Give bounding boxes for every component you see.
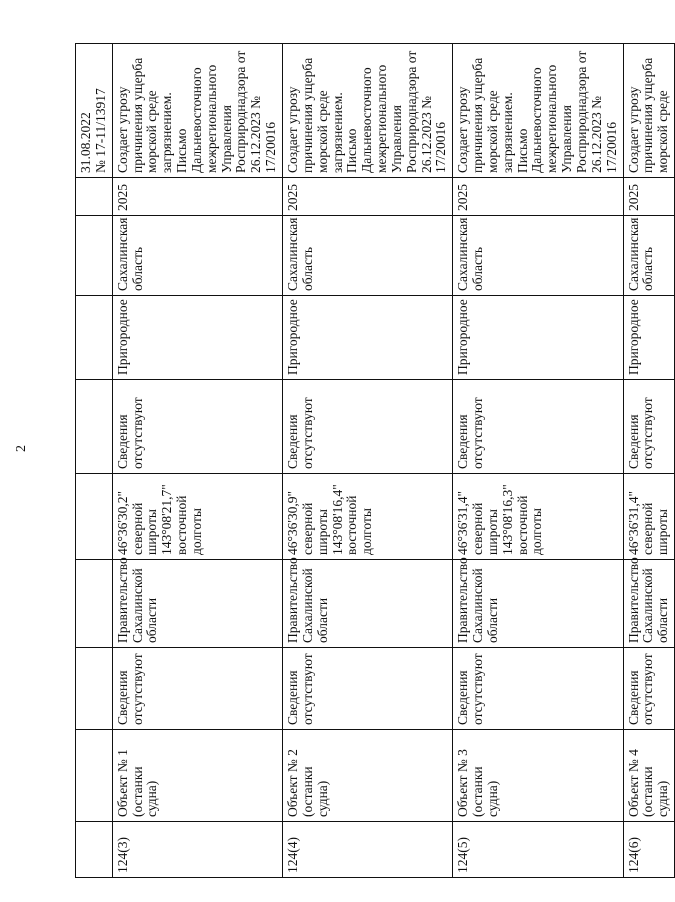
note-cell: Создает угрозу причинения ущерба морской среде загрязнением. Письмо Дальневосточного межрегионального Управления Росприроднадзора от 26.12.2023 № 17/20016 (453, 44, 623, 178)
header-cell (76, 178, 113, 216)
extra-info-cell: Сведения отсутствуют (453, 380, 623, 474)
objects-table (75, 43, 675, 878)
header-cell (76, 296, 113, 380)
table-row (623, 44, 675, 878)
rotated-table-container (75, 44, 671, 878)
page-number: 2 (14, 445, 29, 452)
owner-cell: Правительство Сахалинской области (623, 560, 675, 648)
header-cell (76, 474, 113, 560)
region-cell: Сахалинская область (282, 216, 452, 296)
row-number-cell: 124(5) (453, 822, 623, 878)
place-cell: Пригородное (623, 296, 675, 380)
coordinates-cell: 46°36'31,4" северной широты (623, 474, 675, 560)
object-name-cell: Объект № 2 (останки судна) (282, 730, 452, 822)
header-cell (76, 648, 113, 730)
table-row (282, 44, 452, 878)
note-cell: Создает угрозу причинения ущерба морской среде загрязнением. Письмо Дальневосточного межрегионального Управления Росприроднадзора от 26.12.2023 № 17/20016 (282, 44, 452, 178)
header-cell (76, 730, 113, 822)
row-number-cell: 124(4) (282, 822, 452, 878)
header-cell (76, 216, 113, 296)
row-number-cell: 124(3) (112, 822, 282, 878)
extra-info-cell: Сведения отсутствуют (112, 380, 282, 474)
coordinates-cell: 46°36'30,2" северной широты 143°08'21,7" восточной долготы (112, 474, 282, 560)
table-header-row (76, 44, 113, 878)
header-cell (76, 380, 113, 474)
info-cell: Сведения отсутствуют (453, 648, 623, 730)
object-name-cell: Объект № 3 (останки судна) (453, 730, 623, 822)
owner-cell: Правительство Сахалинской области (282, 560, 452, 648)
note-cell: Создает угрозу причинения ущерба морской среде загрязнением. Письмо Дальневосточного межрегионального Управления Росприроднадзора от 26.12.2023 № 17/20016 (112, 44, 282, 178)
note-cell: Создает угрозу причинения ущерба морской среде (623, 44, 675, 178)
year-cell: 2025 (623, 178, 675, 216)
owner-cell: Правительство Сахалинской области (112, 560, 282, 648)
place-cell: Пригородное (282, 296, 452, 380)
letter-reference-cell: 31.08.2022 № 17-11/13917 (76, 44, 113, 178)
table-row (112, 44, 282, 878)
object-name-cell: Объект № 1 (останки судна) (112, 730, 282, 822)
region-cell: Сахалинская область (453, 216, 623, 296)
extra-info-cell: Сведения отсутствуют (282, 380, 452, 474)
year-cell: 2025 (112, 178, 282, 216)
info-cell: Сведения отсутствуют (112, 648, 282, 730)
place-cell: Пригородное (453, 296, 623, 380)
region-cell: Сахалинская область (623, 216, 675, 296)
coordinates-cell: 46°36'31,4" северной широты 143°08'16,3" восточной долготы (453, 474, 623, 560)
header-cell (76, 822, 113, 878)
owner-cell: Правительство Сахалинской области (453, 560, 623, 648)
year-cell: 2025 (282, 178, 452, 216)
row-number-cell: 124(6) (623, 822, 675, 878)
object-name-cell: Объект № 4 (останки судна) (623, 730, 675, 822)
place-cell: Пригородное (112, 296, 282, 380)
region-cell: Сахалинская область (112, 216, 282, 296)
info-cell: Сведения отсутствуют (282, 648, 452, 730)
table-row (453, 44, 623, 878)
extra-info-cell: Сведения отсутствуют (623, 380, 675, 474)
year-cell: 2025 (453, 178, 623, 216)
info-cell: Сведения отсутствуют (623, 648, 675, 730)
coordinates-cell: 46°36'30,9" северной широты 143°08'16,4" восточной долготы (282, 474, 452, 560)
header-cell (76, 560, 113, 648)
